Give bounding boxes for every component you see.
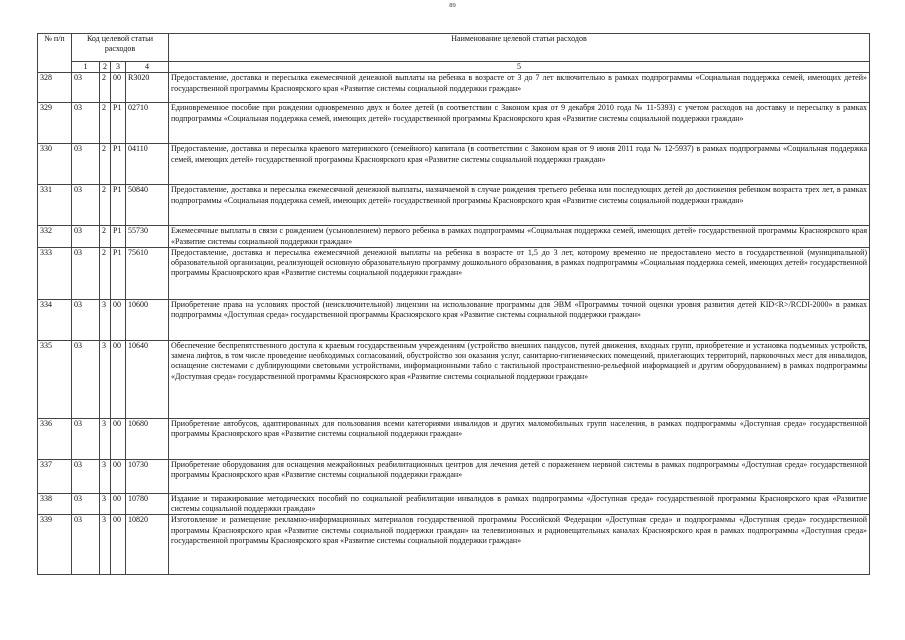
- code-part-4-cell: 10680: [126, 418, 169, 459]
- code-part-4-cell: 04110: [126, 144, 169, 185]
- code-part-2-cell: 3: [100, 459, 111, 493]
- code-part-2-cell: 2: [100, 73, 111, 103]
- code-group-header: Код целевой статьи расходов: [72, 34, 169, 62]
- code-part-1-cell: 03: [72, 493, 100, 515]
- code-part-3-cell: 00: [111, 459, 126, 493]
- row-number-cell: 332: [38, 226, 72, 248]
- row-number-cell: 339: [38, 515, 72, 575]
- code-part-2-cell: 3: [100, 418, 111, 459]
- code-part-1-cell: 03: [72, 226, 100, 248]
- article-name-cell: Ежемесячные выплаты в связи с рождением (усыновлением) первого ребенка в рамках подпрограммы «Социальная поддержка семей, имеющих детей» государственной программы Красноярского края «Развитие системы социальной поддержки граждан»: [169, 226, 870, 248]
- code-part-4-cell: 02710: [126, 103, 169, 144]
- article-name-cell: Единовременное пособие при рождении одновременно двух и более детей (в соответствии с Законом края от 9 декабря 2010 года № 11-5393) с учетом расходов на доставку и пересылку в рамках подпрограммы «Социальная поддержка семей, имеющих детей» государственной программы Красноярского края «Развитие системы социальной поддержки граждан»: [169, 103, 870, 144]
- page-number: 89: [449, 2, 456, 9]
- code-part-2-cell: 3: [100, 493, 111, 515]
- code-part-1-cell: 03: [72, 103, 100, 144]
- code-part-4-cell: 10600: [126, 299, 169, 340]
- code-part-1-cell: 03: [72, 299, 100, 340]
- article-name-cell: Приобретение автобусов, адаптированных для пользования всеми категориями инвалидов и других маломобильных групп населения, в рамках подпрограммы «Доступная среда» государственной программы Красноярского края «Развитие системы социальной поддержки граждан»: [169, 418, 870, 459]
- code-part-3-cell: P1: [111, 226, 126, 248]
- table-row: [38, 493, 870, 515]
- col-number: 3: [111, 62, 126, 73]
- code-part-2-cell: 3: [100, 515, 111, 575]
- article-name-cell: Изготовление и размещение рекламно-информационных материалов государственной программы Российской Федерации «Доступная среда» и подпрограммы «Доступная среда» государственной программы Красноярского края «Развитие системы социальной поддержки граждан» на телевизионных и радиовещательных каналах Красноярского края в рамках подпрограммы «Доступная среда» государственной программы Красноярского края «Развитие системы социальной поддержки граждан»: [169, 515, 870, 575]
- article-name-cell: Издание и тиражирование методических пособий по социальной реабилитации инвалидов в рамках подпрограммы «Доступная среда» государственной программы Красноярского края «Развитие системы социальной поддержки граждан»: [169, 493, 870, 515]
- code-part-1-cell: 03: [72, 459, 100, 493]
- code-part-1-cell: 03: [72, 185, 100, 226]
- article-name-cell: Приобретение оборудования для оснащения межрайонных реабилитационных центров для лечения детей с поражением нервной системы в рамках подпрограммы «Доступная среда» государственной программы Красноярского края «Развитие системы социальной поддержки граждан»: [169, 459, 870, 493]
- table-row: [38, 185, 870, 226]
- article-name-cell: Обеспечение беспрепятственного доступа к краевым государственным учреждениям (устройство внешних пандусов, путей движения, входных групп, приобретение и установка подъемных устройств, замена лифтов, в том числе проведение необходимых согласований, обустройство зон оказания услуг, санитарно-гигиенических помещений, прилегающих территорий, парковочных мест для инвалидов, оснащение системами с дублирующими световыми устройствами, информационными табло с тактильной пространственно-рельефной информацией и другим оборудованием) в рамках подпрограммы «Доступная среда» государственной программы Красноярского края «Развитие системы социальной поддержки граждан»: [169, 340, 870, 418]
- code-part-3-cell: P1: [111, 185, 126, 226]
- table-row: [38, 226, 870, 248]
- code-part-4-cell: 50840: [126, 185, 169, 226]
- col-number: 4: [126, 62, 169, 73]
- row-number-cell: 331: [38, 185, 72, 226]
- article-name-cell: Предоставление, доставка и пересылка ежемесячной денежной выплаты на ребенка в возрасте от 1,5 до 3 лет, которому временно не предоставлено место в государственной (муниципальной) образовательной организации, реализующей основную образовательную программу дошкольного образования, в рамках подпрограммы «Социальная поддержка семей, имеющих детей» государственной программы Красноярского края «Развитие системы социальной поддержки граждан»: [169, 247, 870, 299]
- code-part-1-cell: 03: [72, 340, 100, 418]
- code-part-1-cell: 03: [72, 247, 100, 299]
- code-part-2-cell: 2: [100, 103, 111, 144]
- budget-articles-table: [37, 33, 870, 575]
- row-number-cell: 335: [38, 340, 72, 418]
- code-part-3-cell: P1: [111, 144, 126, 185]
- column-number-row: [38, 62, 870, 73]
- table-row: [38, 247, 870, 299]
- table-row: [38, 459, 870, 493]
- row-number-header: № п/п: [38, 34, 72, 73]
- header-row: [38, 34, 870, 62]
- table-row: [38, 418, 870, 459]
- code-part-4-cell: 10820: [126, 515, 169, 575]
- table-row: [38, 299, 870, 340]
- code-part-2-cell: 2: [100, 247, 111, 299]
- article-name-cell: Предоставление, доставка и пересылка ежемесячной денежной выплаты на ребенка в возрасте от 3 до 7 лет включительно в рамках подпрограммы «Социальная поддержка семей, имеющих детей» государственной программы Красноярского края «Развитие системы социальной поддержки граждан»: [169, 73, 870, 103]
- table-row: [38, 340, 870, 418]
- code-part-3-cell: 00: [111, 299, 126, 340]
- table-row: [38, 73, 870, 103]
- table-row: [38, 144, 870, 185]
- row-number-cell: 337: [38, 459, 72, 493]
- row-number-cell: 328: [38, 73, 72, 103]
- table-row: [38, 515, 870, 575]
- code-part-4-cell: R3020: [126, 73, 169, 103]
- code-part-1-cell: 03: [72, 515, 100, 575]
- code-part-1-cell: 03: [72, 418, 100, 459]
- col-number: 2: [100, 62, 111, 73]
- code-part-1-cell: 03: [72, 73, 100, 103]
- code-part-2-cell: 2: [100, 185, 111, 226]
- code-part-3-cell: 00: [111, 493, 126, 515]
- code-part-2-cell: 2: [100, 226, 111, 248]
- code-part-3-cell: P1: [111, 247, 126, 299]
- code-part-2-cell: 2: [100, 144, 111, 185]
- code-part-3-cell: 00: [111, 515, 126, 575]
- code-part-2-cell: 3: [100, 299, 111, 340]
- article-name-cell: Предоставление, доставка и пересылка краевого материнского (семейного) капитала (в соответствии с Законом края от 9 июня 2011 года № 12-5937) в рамках подпрограммы «Социальная поддержка семей, имеющих детей» государственной программы Красноярского края «Развитие системы социальной поддержки граждан»: [169, 144, 870, 185]
- code-part-1-cell: 03: [72, 144, 100, 185]
- table-row: [38, 103, 870, 144]
- article-name-cell: Предоставление, доставка и пересылка ежемесячной денежной выплаты, назначаемой в случае рождения третьего ребенка или последующих детей до достижения ребенком возраста трех лет, в рамках подпрограммы «Социальная поддержка семей, имеющих детей» государственной программы Красноярского края «Развитие системы социальной поддержки граждан»: [169, 185, 870, 226]
- row-number-cell: 336: [38, 418, 72, 459]
- row-number-cell: 333: [38, 247, 72, 299]
- code-part-4-cell: 75610: [126, 247, 169, 299]
- row-number-cell: 329: [38, 103, 72, 144]
- code-part-4-cell: 10640: [126, 340, 169, 418]
- code-part-4-cell: 10730: [126, 459, 169, 493]
- row-number-cell: 334: [38, 299, 72, 340]
- row-number-cell: 338: [38, 493, 72, 515]
- code-part-4-cell: 10780: [126, 493, 169, 515]
- code-part-3-cell: P1: [111, 103, 126, 144]
- article-name-cell: Приобретение права на условиях простой (неисключительной) лицензии на использование программы для ЭВМ «Программы точной оценки уровня развития детей KID<R>/RCDI-2000» в рамках подпрограммы «Доступная среда» государственной программы Красноярского края «Развитие системы социальной поддержки граждан»: [169, 299, 870, 340]
- col-number: 1: [72, 62, 100, 73]
- code-part-3-cell: 00: [111, 418, 126, 459]
- code-part-4-cell: 55730: [126, 226, 169, 248]
- col-number: 5: [169, 62, 870, 73]
- row-number-cell: 330: [38, 144, 72, 185]
- name-header: Наименование целевой статьи расходов: [169, 34, 870, 62]
- code-part-3-cell: 00: [111, 340, 126, 418]
- code-part-2-cell: 3: [100, 340, 111, 418]
- code-part-3-cell: 00: [111, 73, 126, 103]
